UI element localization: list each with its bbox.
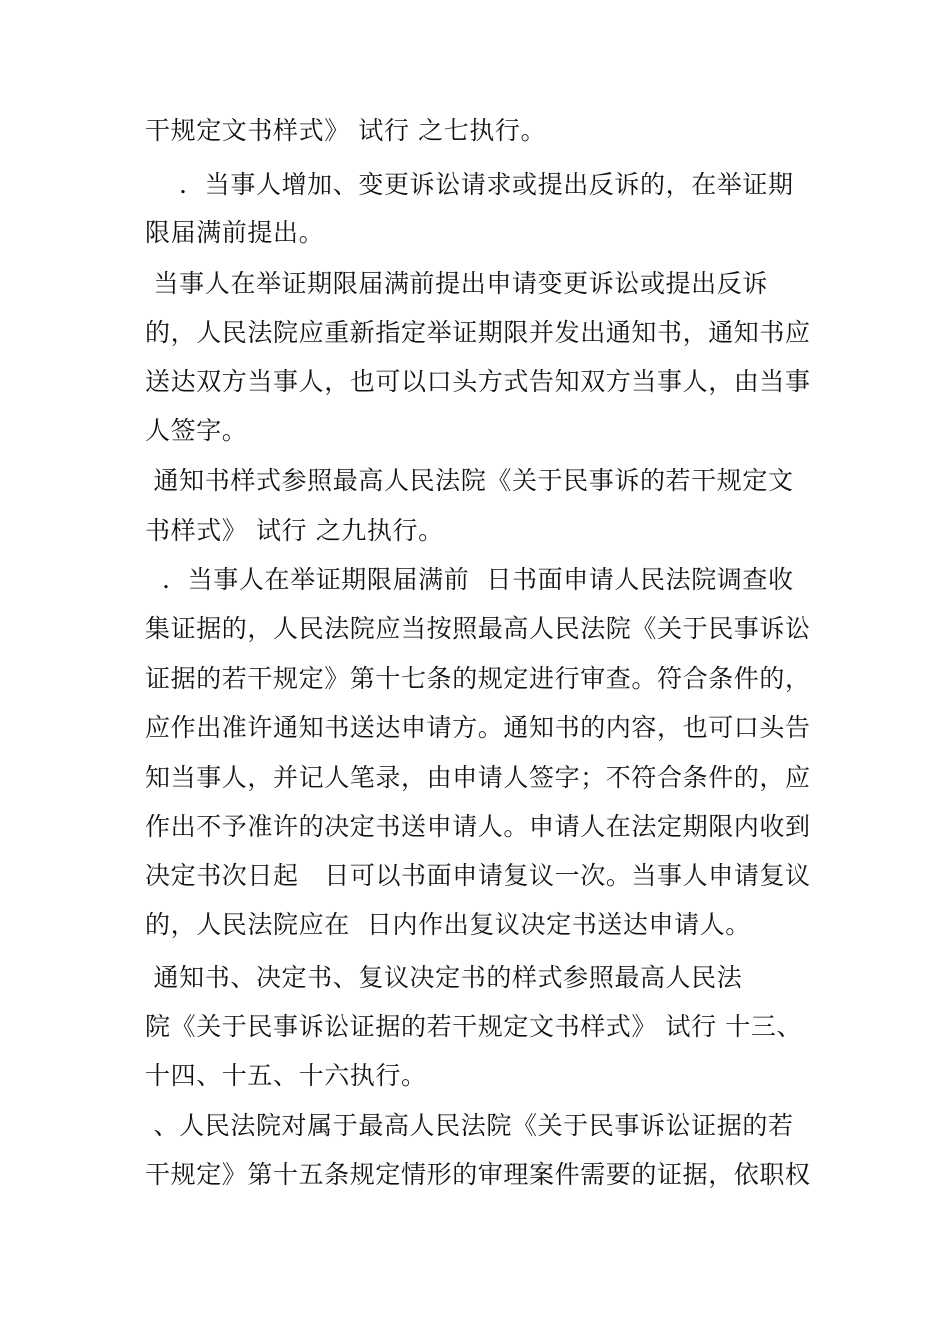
text-line: 决定书次日起 日可以书面申请复议一次。当事人申请复议: [145, 861, 811, 890]
text-line: 应作出准许通知书送达申请方。通知书的内容，也可口头告: [145, 713, 811, 742]
text-line: 送达双方当事人，也可以口头方式告知双方当事人，由当事: [145, 367, 811, 396]
text-line: ．当事人在举证期限届满前 日书面申请人民法院调查收: [145, 565, 794, 594]
text-line: 通知书样式参照最高人民法院《关于民事诉的若干规定文: [145, 466, 794, 495]
text-line: 当事人在举证期限届满前提出申请变更诉讼或提出反诉: [145, 269, 768, 298]
text-line: 、人民法院对属于最高人民法院《关于民事诉讼证据的若: [145, 1111, 794, 1140]
text-line: 干规定》第十五条规定情形的审理案件需要的证据，依职权: [145, 1160, 811, 1189]
text-line: 干规定文书样式》 试行 之七执行。: [145, 116, 547, 145]
text-line: 通知书、决定书、复议决定书的样式参照最高人民法: [145, 963, 743, 992]
text-line: 知当事人，并记人笔录，由申请人签字；不符合条件的，应: [145, 763, 811, 792]
text-line: 十四、十五、十六执行。: [145, 1061, 427, 1090]
text-line: 集证据的，人民法院应当按照最高人民法院《关于民事诉讼: [145, 614, 811, 643]
text-line: 证据的若干规定》第十七条的规定进行审查。符合条件的，: [145, 664, 811, 693]
text-line: 作出不予准许的决定书送申请人。申请人在法定期限内收到: [145, 812, 811, 841]
text-line: 院《关于民事诉讼证据的若干规定文书样式》 试行 十三、: [145, 1012, 803, 1041]
text-line: ．当事人增加、变更诉讼请求或提出反诉的，在举证期: [145, 170, 794, 199]
text-line: 书样式》 试行 之九执行。: [145, 516, 444, 545]
text-line: 的，人民法院应重新指定举证期限并发出通知书，通知书应: [145, 318, 811, 347]
text-line: 的，人民法院应在 日内作出复议决定书送达申请人。: [145, 910, 751, 939]
text-line: 限届满前提出。: [145, 218, 325, 247]
text-line: 人签字。: [145, 416, 248, 445]
